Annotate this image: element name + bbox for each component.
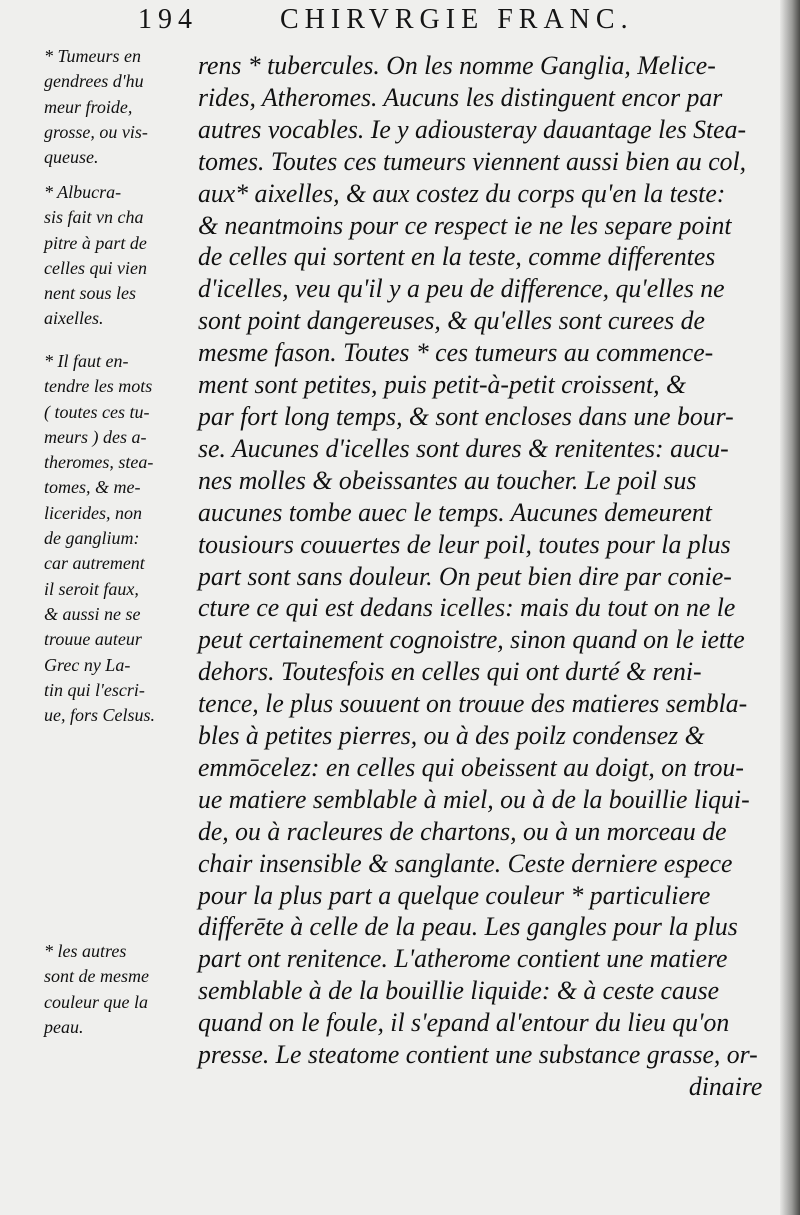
body-line: par fort long temps, & sont encloses dans une bour- (198, 401, 734, 431)
margin-note-line: queuse. (44, 147, 99, 168)
body-line: aux* aixelles, & aux costez du corps qu'en la teste: (198, 178, 726, 208)
margin-note (44, 349, 155, 728)
body-line: presse. Le steatome contient une substance grasse, or- (198, 1040, 758, 1070)
body-line: dinaire (688, 1072, 763, 1101)
margin-note-line: aixelles. (44, 308, 104, 329)
body-line: dehors. Toutesfois en celles qui ont durté & reni- (198, 657, 702, 687)
margin-note-line: Grec ny La- (44, 654, 131, 675)
body-line: part sont sans douleur. On peut bien dire par conie- (198, 561, 732, 591)
body-line: autres vocables. Ie y adiousteray dauantage les Stea- (198, 114, 747, 144)
body-line: rens * tubercules. On les nomme Ganglia, Melice- (198, 51, 716, 80)
margin-note (44, 939, 149, 1040)
page-number: 194 (138, 4, 198, 35)
margin-note-line: sis fait vn cha (44, 207, 144, 228)
body-line: pour la plus part a quelque couleur * particuliere (198, 880, 711, 910)
margin-note-line: il seroit faux, (44, 578, 139, 599)
body-line: tence, le plus souuent on trouue des matieres sembla- (198, 689, 748, 719)
margin-note (44, 180, 147, 332)
body-line: d'icelles, veu qu'il y a peu de difference, qu'elles ne (198, 274, 725, 304)
body-line: tousiours couuertes de leur poil, toutes pour la plus (198, 529, 731, 559)
body-line: se. Aucunes d'icelles sont dures & renitentes: aucu- (198, 433, 729, 463)
margin-note-line: trouue auteur (44, 629, 142, 650)
body-line: peut certainement cognoistre, sinon quand on le iette (198, 625, 745, 655)
margin-note-line: couleur que la (44, 991, 148, 1012)
margin-note-line: * Il faut en- (44, 351, 129, 371)
margin-note-line: car autrement (44, 553, 145, 574)
body-text (198, 50, 776, 1103)
body-line: chair insensible & sanglante. Ceste derniere espece (198, 848, 733, 878)
margin-note-line: & aussi ne se (44, 603, 141, 624)
running-title: CHIRVRGIE FRANC. (280, 4, 634, 35)
margin-note-line: gendrees d'hu (44, 71, 144, 92)
margin-note-line: tin qui l'escri- (44, 679, 145, 700)
body-line: nes molles & obeissantes au toucher. Le poil sus (198, 465, 697, 495)
margin-note-line: sont de mesme (44, 966, 149, 987)
margin-note-line: tendre les mots (44, 376, 153, 397)
margin-note-line: peau. (44, 1016, 84, 1037)
body-line: ment sont petites, puis petit-à-petit croissent, & (198, 370, 687, 400)
body-line: de celles qui sortent en la teste, comme differentes (198, 242, 716, 272)
running-head (138, 4, 740, 44)
margin-note (44, 44, 148, 170)
margin-note-line: theromes, stea- (44, 452, 154, 473)
margin-note-line: meurs ) des a- (44, 426, 147, 447)
body-line: rides, Atheromes. Aucuns les distinguent encor par (198, 82, 723, 112)
body-line: ue matiere semblable à miel, ou à de la bouillie liqui- (198, 784, 750, 814)
body-line: quand on le foule, il s'epand al'entour du lieu qu'on (198, 1008, 730, 1038)
margin-note-line: tomes, & me- (44, 477, 141, 498)
body-line: semblable à de la bouillie liquide: & à ceste cause (198, 976, 720, 1006)
body-line: de, ou à racleures de chartons, ou à un morceau de (198, 816, 727, 846)
body-line: part ont renitence. L'atherome contient une matiere (198, 944, 728, 974)
margin-note-line: pitre à part de (44, 232, 147, 253)
book-spine-shadow (780, 0, 800, 1215)
body-line: sont point dangereuses, & qu'elles sont curees de (198, 306, 705, 336)
body-line: tomes. Toutes ces tumeurs viennent aussi bien au col, (198, 146, 747, 176)
margin-note-line: * Albucra- (44, 182, 122, 202)
body-line: differēte à celle de la peau. Les gangles pour la plus (198, 912, 738, 942)
body-line: aucunes tombe auec le temps. Aucunes demeurent (198, 497, 712, 527)
margin-note-line: de ganglium: (44, 528, 140, 549)
margin-note-line: ue, fors Celsus. (44, 705, 156, 726)
margin-note-line: meur froide, (44, 96, 133, 117)
body-line: & neantmoins pour ce respect ie ne les separe point (198, 210, 732, 240)
body-line: emmōcelez: en celles qui obeissent au doigt, on trou- (198, 752, 744, 782)
margin-note-line: ( toutes ces tu- (44, 401, 150, 422)
margin-note-line: nent sous les (44, 283, 136, 304)
margin-note-line: celles qui vien (44, 257, 147, 278)
body-line: cture ce qui est dedans icelles: mais du tout on ne le (198, 593, 736, 623)
margin-note-line: * les autres (44, 941, 127, 961)
margin-note-line: licerides, non (44, 502, 142, 523)
margin-note-line: * Tumeurs en (44, 46, 142, 66)
body-line: mesme fason. Toutes * ces tumeurs au commence- (198, 338, 714, 368)
body-line: bles à petites pierres, ou à des poilz condensez & (198, 721, 705, 751)
margin-note-line: grosse, ou vis- (44, 121, 148, 142)
